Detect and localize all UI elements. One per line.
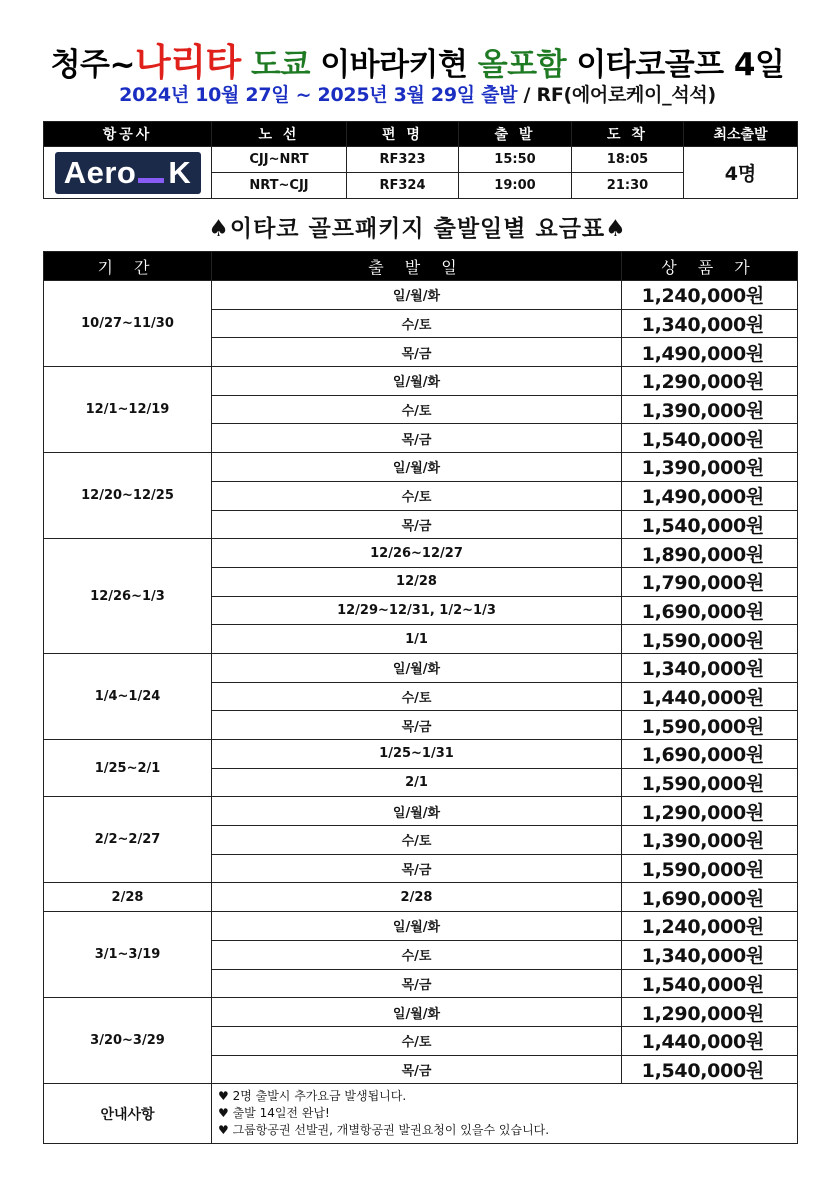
- price-cell: 1,340,000원: [622, 309, 798, 338]
- period-cell: 12/26~1/3: [44, 539, 212, 654]
- title-part: 도쿄: [240, 47, 321, 83]
- period-cell: 1/4~1/24: [44, 653, 212, 739]
- price-cell: 1,590,000원: [622, 711, 798, 740]
- title-part: 나리타: [134, 41, 241, 84]
- price-row: [44, 367, 798, 396]
- depart-day-cell: 일/월/화: [212, 797, 622, 826]
- price-cell: 1,590,000원: [622, 854, 798, 883]
- depart-day-cell: 목/금: [212, 854, 622, 883]
- price-cell: 1,340,000원: [622, 653, 798, 682]
- header-price: 상 품 가: [622, 252, 798, 281]
- header-depart-day: 출 발 일: [212, 252, 622, 281]
- period-cell: 12/20~12/25: [44, 453, 212, 539]
- depart-day-cell: 수/토: [212, 309, 622, 338]
- title-part: 올포함: [477, 47, 577, 83]
- title-part: 이타코골프 4일: [576, 47, 785, 83]
- price-cell: 1,590,000원: [622, 768, 798, 797]
- notes-row: [44, 1084, 798, 1144]
- depart-day-cell: 일/월/화: [212, 367, 622, 396]
- header-airline: 항공사: [44, 122, 212, 147]
- logo-text-left: Aero: [63, 154, 137, 190]
- depart-day-cell: 수/토: [212, 682, 622, 711]
- depart-day-cell: 일/월/화: [212, 453, 622, 482]
- price-cell: 1,440,000원: [622, 682, 798, 711]
- flight-table-header: [44, 122, 798, 147]
- price-cell: 1,540,000원: [622, 510, 798, 539]
- price-cell: 1,390,000원: [622, 826, 798, 855]
- page-title: [0, 32, 835, 86]
- depart-day-cell: 일/월/화: [212, 912, 622, 941]
- depart-day-cell: 1/1: [212, 625, 622, 654]
- flight-table: [43, 121, 798, 199]
- price-row: [44, 653, 798, 682]
- period-cell: 2/28: [44, 883, 212, 912]
- price-table-header: [44, 252, 798, 281]
- route: NRT~CJJ: [212, 173, 347, 199]
- period-cell: 3/1~3/19: [44, 912, 212, 998]
- airline-logo-cell: [44, 147, 212, 199]
- flight-number: RF323: [347, 147, 459, 173]
- arrive-time: 18:05: [572, 147, 684, 173]
- header-period: 기 간: [44, 252, 212, 281]
- price-row: [44, 883, 798, 912]
- price-cell: 1,890,000원: [622, 539, 798, 568]
- price-row: [44, 453, 798, 482]
- depart-day-cell: 1/25~1/31: [212, 740, 622, 769]
- price-row: [44, 998, 798, 1027]
- price-cell: 1,790,000원: [622, 567, 798, 596]
- header-flight: 편 명: [347, 122, 459, 147]
- price-cell: 1,490,000원: [622, 338, 798, 367]
- depart-day-cell: 일/월/화: [212, 653, 622, 682]
- depart-day-cell: 목/금: [212, 711, 622, 740]
- price-cell: 1,440,000원: [622, 1026, 798, 1055]
- flight-number: RF324: [347, 173, 459, 199]
- price-cell: 1,690,000원: [622, 596, 798, 625]
- price-row: [44, 740, 798, 769]
- notes-label: 안내사항: [44, 1084, 212, 1144]
- period-cell: 1/25~2/1: [44, 740, 212, 797]
- subtitle-dates: 2024년 10월 27일 ~ 2025년 3월 29일 출발: [119, 84, 518, 106]
- depart-day-cell: 목/금: [212, 1055, 622, 1084]
- depart-day-cell: 12/26~12/27: [212, 539, 622, 568]
- notes-list: [212, 1084, 798, 1144]
- depart-day-cell: 2/1: [212, 768, 622, 797]
- title-part: 청주~: [50, 47, 135, 83]
- flight-row: [44, 147, 798, 173]
- depart-day-cell: 목/금: [212, 338, 622, 367]
- depart-day-cell: 목/금: [212, 424, 622, 453]
- route: CJJ~NRT: [212, 147, 347, 173]
- price-cell: 1,340,000원: [622, 940, 798, 969]
- depart-day-cell: 수/토: [212, 940, 622, 969]
- period-cell: 12/1~12/19: [44, 367, 212, 453]
- depart-day-cell: 12/29~12/31, 1/2~1/3: [212, 596, 622, 625]
- header-route: 노 선: [212, 122, 347, 147]
- price-row: [44, 281, 798, 310]
- depart-day-cell: 목/금: [212, 510, 622, 539]
- depart-day-cell: 수/토: [212, 1026, 622, 1055]
- section-title: ♠이타코 골프패키지 출발일별 요금표♠: [208, 216, 627, 242]
- period-cell: 2/2~2/27: [44, 797, 212, 883]
- depart-time: 19:00: [459, 173, 572, 199]
- logo-accent-bar: [138, 178, 164, 183]
- header-depart: 출 발: [459, 122, 572, 147]
- price-cell: 1,590,000원: [622, 625, 798, 654]
- price-cell: 1,690,000원: [622, 883, 798, 912]
- depart-day-cell: 수/토: [212, 395, 622, 424]
- depart-day-cell: 2/28: [212, 883, 622, 912]
- price-cell: 1,390,000원: [622, 395, 798, 424]
- price-cell: 1,540,000원: [622, 424, 798, 453]
- period-cell: 10/27~11/30: [44, 281, 212, 367]
- price-cell: 1,490,000원: [622, 481, 798, 510]
- price-row: [44, 912, 798, 941]
- price-row: [44, 797, 798, 826]
- price-cell: 1,290,000원: [622, 367, 798, 396]
- note-item: ♥ 출발 14일전 완납!: [218, 1106, 330, 1121]
- airline-logo: [55, 152, 201, 194]
- depart-day-cell: 일/월/화: [212, 281, 622, 310]
- price-row: [44, 539, 798, 568]
- note-item: ♥ 그룹항공권 선발권, 개별항공권 발권요청이 있을수 있습니다.: [218, 1123, 550, 1138]
- header-min-pax: 최소출발: [684, 122, 798, 147]
- header-arrive: 도 착: [572, 122, 684, 147]
- price-cell: 1,240,000원: [622, 912, 798, 941]
- depart-day-cell: 수/토: [212, 481, 622, 510]
- price-cell: 1,690,000원: [622, 740, 798, 769]
- price-cell: 1,540,000원: [622, 969, 798, 998]
- arrive-time: 21:30: [572, 173, 684, 199]
- depart-day-cell: 수/토: [212, 826, 622, 855]
- price-cell: 1,290,000원: [622, 998, 798, 1027]
- period-cell: 3/20~3/29: [44, 998, 212, 1084]
- price-cell: 1,240,000원: [622, 281, 798, 310]
- depart-day-cell: 12/28: [212, 567, 622, 596]
- depart-time: 15:50: [459, 147, 572, 173]
- depart-day-cell: 일/월/화: [212, 998, 622, 1027]
- title-part: 이바라키현: [320, 47, 478, 83]
- note-item: ♥ 2명 출발시 추가요금 발생됩니다.: [218, 1089, 407, 1104]
- logo-text-right: K: [168, 154, 192, 190]
- page-subtitle: [0, 80, 835, 107]
- min-pax: 4명: [684, 147, 798, 199]
- depart-day-cell: 목/금: [212, 969, 622, 998]
- price-cell: 1,290,000원: [622, 797, 798, 826]
- price-cell: 1,390,000원: [622, 453, 798, 482]
- price-cell: 1,540,000원: [622, 1055, 798, 1084]
- price-table: [43, 251, 798, 1144]
- subtitle-airline: / RF(에어로케이_석석): [517, 84, 716, 106]
